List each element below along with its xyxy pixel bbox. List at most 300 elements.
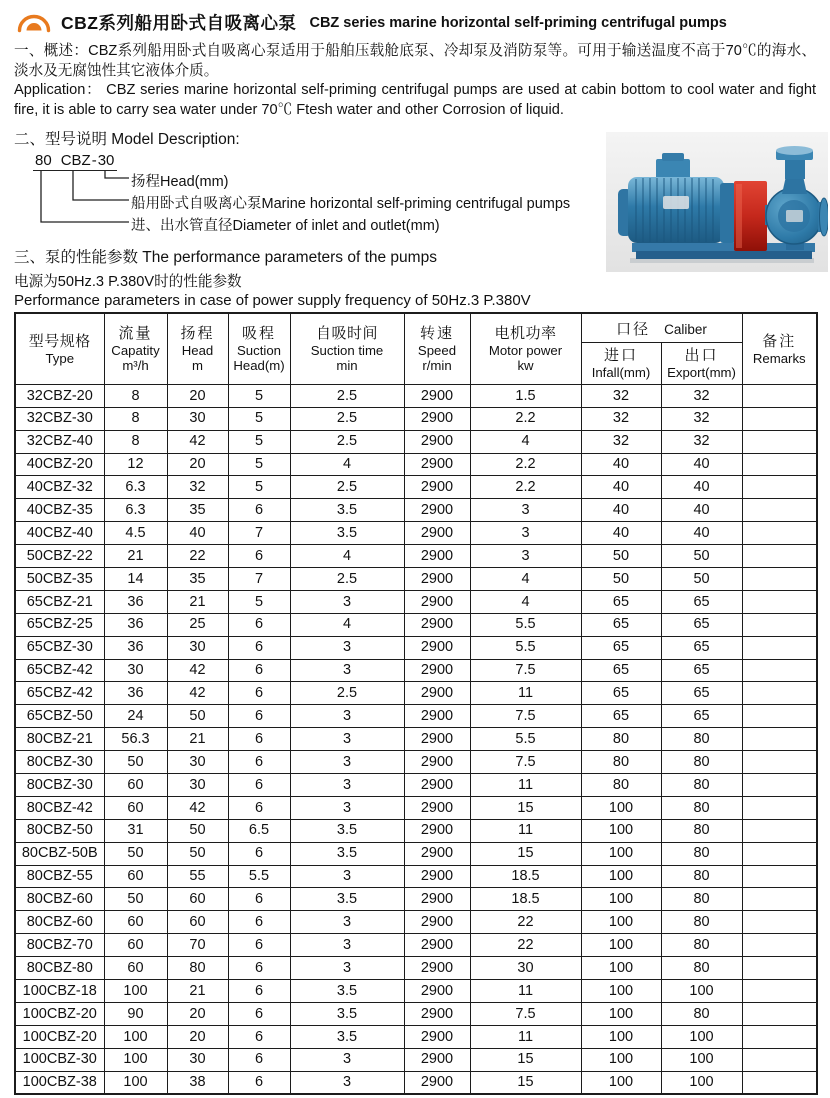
table-cell-export: 65 (661, 636, 742, 659)
table-cell-head: 30 (167, 407, 228, 430)
table-cell-remarks (742, 682, 817, 705)
table-cell-suction-time: 2.5 (290, 682, 404, 705)
table-cell-head: 21 (167, 728, 228, 751)
table-cell-motor-power: 15 (470, 1071, 581, 1094)
overview-paragraph-en: Application： CBZ series marine horizontal self-priming centrifugal pumps are used at cabin bottom to cool water and fight fire, it is able to carry sea water under 70℃ Ftesh water and other Corrosion of liquid. (14, 82, 816, 118)
table-cell-type: 32CBZ-20 (15, 384, 104, 407)
table-cell-type: 80CBZ-30 (15, 751, 104, 774)
table-cell-speed: 2900 (404, 430, 470, 453)
table-cell-remarks (742, 453, 817, 476)
table-cell-infall: 40 (581, 453, 661, 476)
table-cell-infall: 65 (581, 613, 661, 636)
table-cell-head: 50 (167, 842, 228, 865)
table-cell-suction-head: 6 (228, 682, 290, 705)
table-cell-suction-head: 6 (228, 774, 290, 797)
table-cell-suction-time: 3 (290, 957, 404, 980)
table-cell-export: 80 (661, 911, 742, 934)
table-cell-head: 30 (167, 751, 228, 774)
table-cell-suction-head: 6 (228, 980, 290, 1003)
table-cell-type: 65CBZ-21 (15, 590, 104, 613)
table-cell-suction-time: 3 (290, 934, 404, 957)
table-row (15, 865, 817, 888)
table-cell-speed: 2900 (404, 796, 470, 819)
table-cell-capacity: 36 (104, 636, 167, 659)
table-cell-suction-head: 6 (228, 545, 290, 568)
table-cell-speed: 2900 (404, 1002, 470, 1025)
table-cell-remarks (742, 659, 817, 682)
table-cell-export: 80 (661, 934, 742, 957)
table-cell-suction-head: 6 (228, 888, 290, 911)
table-cell-export: 100 (661, 1048, 742, 1071)
table-cell-infall: 65 (581, 659, 661, 682)
table-cell-suction-head: 6 (228, 1048, 290, 1071)
table-row (15, 728, 817, 751)
table-row (15, 1002, 817, 1025)
table-cell-export: 80 (661, 751, 742, 774)
table-cell-head: 20 (167, 453, 228, 476)
table-cell-suction-head: 5 (228, 384, 290, 407)
table-cell-motor-power: 7.5 (470, 659, 581, 682)
table-cell-head: 60 (167, 888, 228, 911)
table-cell-infall: 40 (581, 522, 661, 545)
table-cell-infall: 32 (581, 384, 661, 407)
table-cell-motor-power: 2.2 (470, 407, 581, 430)
table-cell-type: 65CBZ-30 (15, 636, 104, 659)
table-cell-suction-time: 3.5 (290, 1025, 404, 1048)
table-cell-remarks (742, 865, 817, 888)
table-cell-remarks (742, 499, 817, 522)
table-row (15, 751, 817, 774)
table-cell-suction-head: 6 (228, 911, 290, 934)
table-cell-export: 65 (661, 613, 742, 636)
table-cell-head: 60 (167, 911, 228, 934)
table-cell-suction-head: 5 (228, 430, 290, 453)
table-cell-infall: 65 (581, 705, 661, 728)
table-cell-remarks (742, 911, 817, 934)
table-cell-remarks (742, 774, 817, 797)
table-cell-speed: 2900 (404, 590, 470, 613)
table-cell-type: 65CBZ-25 (15, 613, 104, 636)
table-cell-remarks (742, 728, 817, 751)
table-cell-capacity: 8 (104, 407, 167, 430)
table-cell-head: 20 (167, 384, 228, 407)
table-cell-head: 42 (167, 796, 228, 819)
table-cell-remarks (742, 1002, 817, 1025)
model-code-dash: - (91, 152, 97, 170)
table-cell-type: 80CBZ-42 (15, 796, 104, 819)
table-cell-infall: 65 (581, 682, 661, 705)
table-row (15, 407, 817, 430)
table-cell-remarks (742, 796, 817, 819)
table-cell-type: 80CBZ-80 (15, 957, 104, 980)
table-cell-speed: 2900 (404, 1025, 470, 1048)
table-row (15, 796, 817, 819)
table-cell-infall: 100 (581, 911, 661, 934)
table-cell-infall: 32 (581, 407, 661, 430)
table-cell-remarks (742, 545, 817, 568)
table-cell-capacity: 6.3 (104, 499, 167, 522)
table-cell-motor-power: 1.5 (470, 384, 581, 407)
table-cell-suction-time: 2.5 (290, 384, 404, 407)
table-cell-suction-time: 3 (290, 705, 404, 728)
table-cell-motor-power: 15 (470, 842, 581, 865)
table-cell-suction-head: 6 (228, 499, 290, 522)
table-cell-type: 80CBZ-50 (15, 819, 104, 842)
table-cell-export: 65 (661, 705, 742, 728)
table-cell-motor-power: 3 (470, 522, 581, 545)
table-cell-speed: 2900 (404, 934, 470, 957)
table-cell-suction-head: 6 (228, 957, 290, 980)
table-row (15, 980, 817, 1003)
table-cell-suction-head: 6 (228, 1025, 290, 1048)
table-cell-head: 30 (167, 774, 228, 797)
table-cell-infall: 100 (581, 865, 661, 888)
table-cell-suction-head: 6 (228, 1071, 290, 1094)
table-row (15, 774, 817, 797)
table-cell-capacity: 60 (104, 865, 167, 888)
table-cell-speed: 2900 (404, 522, 470, 545)
table-row (15, 819, 817, 842)
table-row (15, 957, 817, 980)
table-cell-capacity: 60 (104, 911, 167, 934)
table-cell-motor-power: 30 (470, 957, 581, 980)
table-cell-capacity: 8 (104, 430, 167, 453)
table-cell-type: 40CBZ-20 (15, 453, 104, 476)
table-cell-head: 38 (167, 1071, 228, 1094)
table-cell-type: 80CBZ-30 (15, 774, 104, 797)
table-cell-infall: 50 (581, 568, 661, 591)
table-row (15, 636, 817, 659)
table-row (15, 659, 817, 682)
table-row (15, 682, 817, 705)
page-title-en: CBZ series marine horizontal self-priming centrifugal pumps (309, 14, 727, 31)
table-cell-remarks (742, 705, 817, 728)
table-cell-motor-power: 2.2 (470, 453, 581, 476)
table-cell-suction-head: 6 (228, 796, 290, 819)
table-cell-type: 32CBZ-40 (15, 430, 104, 453)
table-cell-motor-power: 15 (470, 796, 581, 819)
table-cell-speed: 2900 (404, 636, 470, 659)
table-row (15, 934, 817, 957)
performance-table-body (15, 384, 817, 1094)
table-cell-type: 100CBZ-38 (15, 1071, 104, 1094)
table-cell-suction-head: 6 (228, 728, 290, 751)
table-cell-export: 80 (661, 774, 742, 797)
table-cell-suction-time: 2.5 (290, 568, 404, 591)
callout-series-label: 船用卧式自吸离心泵Marine horizontal self-priming centrifugal pumps (131, 196, 571, 213)
table-row (15, 453, 817, 476)
table-cell-speed: 2900 (404, 957, 470, 980)
table-cell-export: 32 (661, 430, 742, 453)
table-cell-export: 80 (661, 1002, 742, 1025)
model-code-inlet: 80 (35, 152, 52, 170)
table-cell-motor-power: 3 (470, 499, 581, 522)
table-cell-type: 50CBZ-22 (15, 545, 104, 568)
table-cell-infall: 50 (581, 545, 661, 568)
table-cell-infall: 100 (581, 1002, 661, 1025)
table-cell-type: 65CBZ-42 (15, 682, 104, 705)
table-cell-motor-power: 5.5 (470, 613, 581, 636)
callout-diameter-label: 进、出水管直径Diameter of inlet and outlet(mm) (131, 218, 440, 235)
page-title-cn: CBZ系列船用卧式自吸离心泵 (61, 13, 297, 33)
table-cell-head: 22 (167, 545, 228, 568)
table-cell-infall: 80 (581, 728, 661, 751)
table-cell-export: 80 (661, 957, 742, 980)
table-cell-capacity: 36 (104, 682, 167, 705)
table-cell-speed: 2900 (404, 842, 470, 865)
table-cell-export: 80 (661, 819, 742, 842)
table-cell-head: 20 (167, 1025, 228, 1048)
table-cell-suction-time: 3 (290, 1071, 404, 1094)
table-cell-infall: 100 (581, 888, 661, 911)
table-cell-head: 70 (167, 934, 228, 957)
table-cell-remarks (742, 476, 817, 499)
table-cell-motor-power: 22 (470, 911, 581, 934)
table-cell-suction-time: 3 (290, 774, 404, 797)
table-cell-motor-power: 4 (470, 590, 581, 613)
table-cell-motor-power: 11 (470, 774, 581, 797)
col-header-remarks: 备注 Remarks (742, 313, 817, 384)
table-cell-speed: 2900 (404, 728, 470, 751)
table-cell-motor-power: 4 (470, 568, 581, 591)
performance-section-heading: 三、泵的性能参数 The performance parameters of the pumps (14, 249, 437, 267)
model-code-series: CBZ (60, 152, 91, 170)
table-cell-infall: 100 (581, 842, 661, 865)
table-cell-suction-time: 3.5 (290, 1002, 404, 1025)
table-cell-infall: 40 (581, 499, 661, 522)
table-cell-motor-power: 11 (470, 1025, 581, 1048)
table-cell-remarks (742, 430, 817, 453)
table-cell-speed: 2900 (404, 888, 470, 911)
overview-paragraph-cn: 一、概述：CBZ系列船用卧式自吸离心泵适用于船舶压载舱底泵、冷却泵及消防泵等。可用于输送温度不高于70℃的海水、淡水及无腐蚀性其它液体介质。 (14, 43, 816, 79)
col-header-speed: 转速 Speed r/min (404, 313, 470, 384)
table-row (15, 1071, 817, 1094)
table-cell-remarks (742, 1071, 817, 1094)
table-cell-speed: 2900 (404, 613, 470, 636)
col-header-type: 型号规格 Type (15, 313, 104, 384)
table-cell-motor-power: 11 (470, 819, 581, 842)
table-cell-capacity: 14 (104, 568, 167, 591)
table-cell-export: 40 (661, 499, 742, 522)
table-row (15, 590, 817, 613)
table-cell-speed: 2900 (404, 682, 470, 705)
table-cell-infall: 100 (581, 1048, 661, 1071)
table-cell-suction-time: 4 (290, 453, 404, 476)
pump-product-photo (606, 132, 828, 272)
table-cell-speed: 2900 (404, 865, 470, 888)
table-cell-capacity: 100 (104, 980, 167, 1003)
col-header-infall: 进口 Infall(mm) (581, 342, 661, 384)
table-cell-export: 100 (661, 1025, 742, 1048)
table-cell-export: 80 (661, 865, 742, 888)
table-cell-infall: 100 (581, 1071, 661, 1094)
col-header-export: 出口 Export(mm) (661, 342, 742, 384)
table-cell-motor-power: 15 (470, 1048, 581, 1071)
table-cell-type: 80CBZ-21 (15, 728, 104, 751)
table-cell-export: 32 (661, 407, 742, 430)
model-section-heading: 二、型号说明 Model Description: (14, 131, 240, 149)
table-cell-remarks (742, 613, 817, 636)
table-cell-type: 100CBZ-18 (15, 980, 104, 1003)
table-cell-head: 35 (167, 499, 228, 522)
table-cell-capacity: 30 (104, 659, 167, 682)
table-cell-infall: 100 (581, 1025, 661, 1048)
table-cell-motor-power: 18.5 (470, 888, 581, 911)
table-row (15, 613, 817, 636)
table-cell-motor-power: 7.5 (470, 1002, 581, 1025)
table-cell-suction-time: 3.5 (290, 980, 404, 1003)
table-cell-capacity: 24 (104, 705, 167, 728)
table-cell-capacity: 12 (104, 453, 167, 476)
table-cell-remarks (742, 819, 817, 842)
table-cell-export: 40 (661, 453, 742, 476)
table-cell-infall: 100 (581, 819, 661, 842)
col-header-capacity: 流量 Capatity m³/h (104, 313, 167, 384)
table-cell-speed: 2900 (404, 911, 470, 934)
table-row (15, 1048, 817, 1071)
table-cell-infall: 40 (581, 476, 661, 499)
table-cell-suction-time: 2.5 (290, 407, 404, 430)
table-cell-capacity: 4.5 (104, 522, 167, 545)
table-cell-motor-power: 7.5 (470, 751, 581, 774)
table-row (15, 545, 817, 568)
table-cell-head: 42 (167, 682, 228, 705)
table-cell-infall: 65 (581, 590, 661, 613)
table-cell-motor-power: 5.5 (470, 636, 581, 659)
table-cell-motor-power: 4 (470, 430, 581, 453)
table-cell-infall: 80 (581, 774, 661, 797)
table-cell-suction-head: 5.5 (228, 865, 290, 888)
table-cell-export: 65 (661, 659, 742, 682)
table-cell-remarks (742, 842, 817, 865)
table-cell-export: 80 (661, 888, 742, 911)
table-cell-capacity: 21 (104, 545, 167, 568)
table-cell-capacity: 36 (104, 590, 167, 613)
table-cell-suction-head: 6 (228, 751, 290, 774)
table-cell-remarks (742, 751, 817, 774)
table-cell-head: 21 (167, 980, 228, 1003)
sunrise-arc-icon (16, 11, 52, 34)
table-row (15, 1025, 817, 1048)
table-cell-export: 80 (661, 796, 742, 819)
table-cell-type: 32CBZ-30 (15, 407, 104, 430)
table-cell-motor-power: 7.5 (470, 705, 581, 728)
table-cell-head: 32 (167, 476, 228, 499)
table-cell-suction-head: 6 (228, 1002, 290, 1025)
table-cell-remarks (742, 590, 817, 613)
table-cell-export: 50 (661, 545, 742, 568)
table-cell-capacity: 56.3 (104, 728, 167, 751)
table-cell-type: 65CBZ-42 (15, 659, 104, 682)
table-cell-motor-power: 22 (470, 934, 581, 957)
table-cell-head: 50 (167, 705, 228, 728)
table-cell-suction-head: 5 (228, 407, 290, 430)
table-cell-remarks (742, 568, 817, 591)
table-cell-capacity: 50 (104, 842, 167, 865)
table-cell-remarks (742, 407, 817, 430)
table-cell-head: 25 (167, 613, 228, 636)
table-cell-export: 40 (661, 476, 742, 499)
table-cell-head: 35 (167, 568, 228, 591)
table-cell-infall: 32 (581, 430, 661, 453)
callout-connector-lines (35, 169, 135, 229)
table-cell-speed: 2900 (404, 545, 470, 568)
table-cell-type: 40CBZ-40 (15, 522, 104, 545)
page-header (16, 10, 816, 35)
table-cell-suction-time: 3 (290, 865, 404, 888)
table-cell-capacity: 90 (104, 1002, 167, 1025)
table-cell-speed: 2900 (404, 1071, 470, 1094)
table-row (15, 522, 817, 545)
table-cell-capacity: 60 (104, 957, 167, 980)
table-cell-infall: 100 (581, 934, 661, 957)
table-cell-infall: 65 (581, 636, 661, 659)
table-cell-suction-time: 2.5 (290, 476, 404, 499)
model-code-head: 30 (97, 152, 115, 170)
table-cell-speed: 2900 (404, 751, 470, 774)
table-cell-suction-time: 3 (290, 728, 404, 751)
table-cell-suction-head: 6 (228, 934, 290, 957)
table-cell-type: 40CBZ-35 (15, 499, 104, 522)
table-cell-suction-time: 3 (290, 796, 404, 819)
table-cell-head: 30 (167, 636, 228, 659)
table-cell-suction-head: 6 (228, 659, 290, 682)
col-header-motor-power: 电机功率 Motor power kw (470, 313, 581, 384)
table-cell-suction-head: 6 (228, 842, 290, 865)
table-cell-remarks (742, 384, 817, 407)
power-note-en: Performance parameters in case of power supply frequency of 50Hz.3 P.380V (14, 292, 531, 310)
table-cell-type: 100CBZ-20 (15, 1025, 104, 1048)
col-header-caliber: 口径 Caliber (581, 313, 742, 342)
table-cell-suction-time: 3.5 (290, 522, 404, 545)
table-cell-type: 50CBZ-35 (15, 568, 104, 591)
table-cell-remarks (742, 636, 817, 659)
table-cell-speed: 2900 (404, 384, 470, 407)
table-cell-motor-power: 18.5 (470, 865, 581, 888)
table-cell-suction-time: 4 (290, 613, 404, 636)
table-cell-export: 40 (661, 522, 742, 545)
table-cell-type: 65CBZ-50 (15, 705, 104, 728)
table-cell-head: 42 (167, 430, 228, 453)
table-cell-speed: 2900 (404, 1048, 470, 1071)
col-header-head: 扬程 Head m (167, 313, 228, 384)
table-row (15, 476, 817, 499)
table-cell-speed: 2900 (404, 659, 470, 682)
table-cell-motor-power: 5.5 (470, 728, 581, 751)
table-cell-type: 100CBZ-30 (15, 1048, 104, 1071)
performance-table (14, 312, 818, 1095)
table-row (15, 568, 817, 591)
table-cell-export: 100 (661, 1071, 742, 1094)
table-cell-export: 80 (661, 728, 742, 751)
table-row (15, 911, 817, 934)
table-cell-speed: 2900 (404, 476, 470, 499)
table-cell-suction-head: 6 (228, 613, 290, 636)
table-cell-suction-time: 3 (290, 659, 404, 682)
table-cell-suction-head: 7 (228, 522, 290, 545)
table-cell-capacity: 50 (104, 751, 167, 774)
table-cell-suction-head: 5 (228, 476, 290, 499)
table-cell-capacity: 100 (104, 1048, 167, 1071)
table-cell-capacity: 60 (104, 796, 167, 819)
table-cell-suction-time: 3 (290, 911, 404, 934)
table-cell-infall: 80 (581, 751, 661, 774)
table-cell-suction-time: 4 (290, 545, 404, 568)
table-cell-remarks (742, 934, 817, 957)
table-cell-export: 65 (661, 682, 742, 705)
table-cell-capacity: 36 (104, 613, 167, 636)
table-cell-capacity: 100 (104, 1071, 167, 1094)
